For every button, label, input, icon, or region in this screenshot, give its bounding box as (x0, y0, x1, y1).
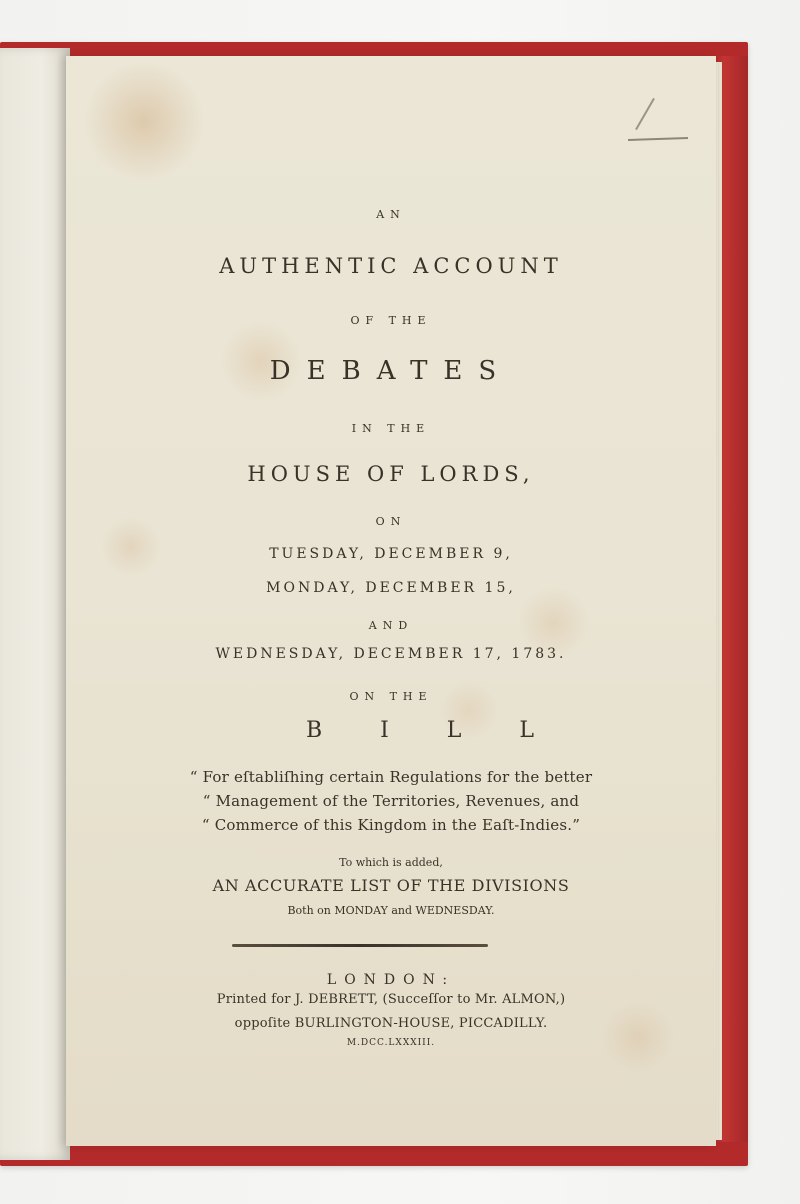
divider-rule (232, 944, 488, 947)
imprint-address: oppoſite BURLINGTON-HOUSE, PICCADILLY. (234, 1016, 548, 1031)
pencil-mark (628, 137, 688, 141)
facing-page (0, 48, 70, 1160)
bill-quote-line: “ Commerce of this Kingdom in the Eaſt-Indies.” (201, 816, 581, 834)
imprint-year: M.DCC.LXXXIII. (346, 1038, 436, 1048)
bill-quote-line: “ For eſtabliſhing certain Regulations for the better (189, 768, 593, 786)
title-page (66, 56, 716, 1146)
imprint-london: LONDON: (326, 972, 456, 988)
title-authentic-account: AUTHENTIC ACCOUNT (219, 254, 563, 278)
imprint-printed-for: Printed for J. DEBRETT, (Succeſſor to Mr. ALMON,) (216, 992, 566, 1007)
both-on-days: Both on MONDAY and WEDNESDAY. (287, 904, 495, 917)
title-and: AND (368, 619, 414, 632)
bill-quote-line: “ Management of the Territories, Revenues, and (202, 792, 580, 810)
date-wednesday: WEDNESDAY, DECEMBER 17, 1783. (215, 646, 567, 662)
title-in-the: IN THE (351, 422, 431, 435)
title-on-the: ON THE (349, 690, 433, 703)
title-an: AN (376, 208, 406, 221)
title-on: ON (375, 515, 407, 528)
title-house-of-lords: HOUSE OF LORDS, (247, 462, 535, 486)
date-monday: MONDAY, DECEMBER 15, (266, 580, 516, 596)
date-tuesday: TUESDAY, DECEMBER 9, (269, 546, 513, 562)
title-debates: DEBATES (269, 356, 513, 386)
pencil-mark (635, 98, 655, 130)
title-of-the: OF THE (350, 314, 432, 327)
accurate-list: AN ACCURATE LIST OF THE DIVISIONS (212, 876, 570, 895)
to-which-added: To which is added, (339, 856, 443, 869)
title-bill: BILL (305, 718, 593, 743)
